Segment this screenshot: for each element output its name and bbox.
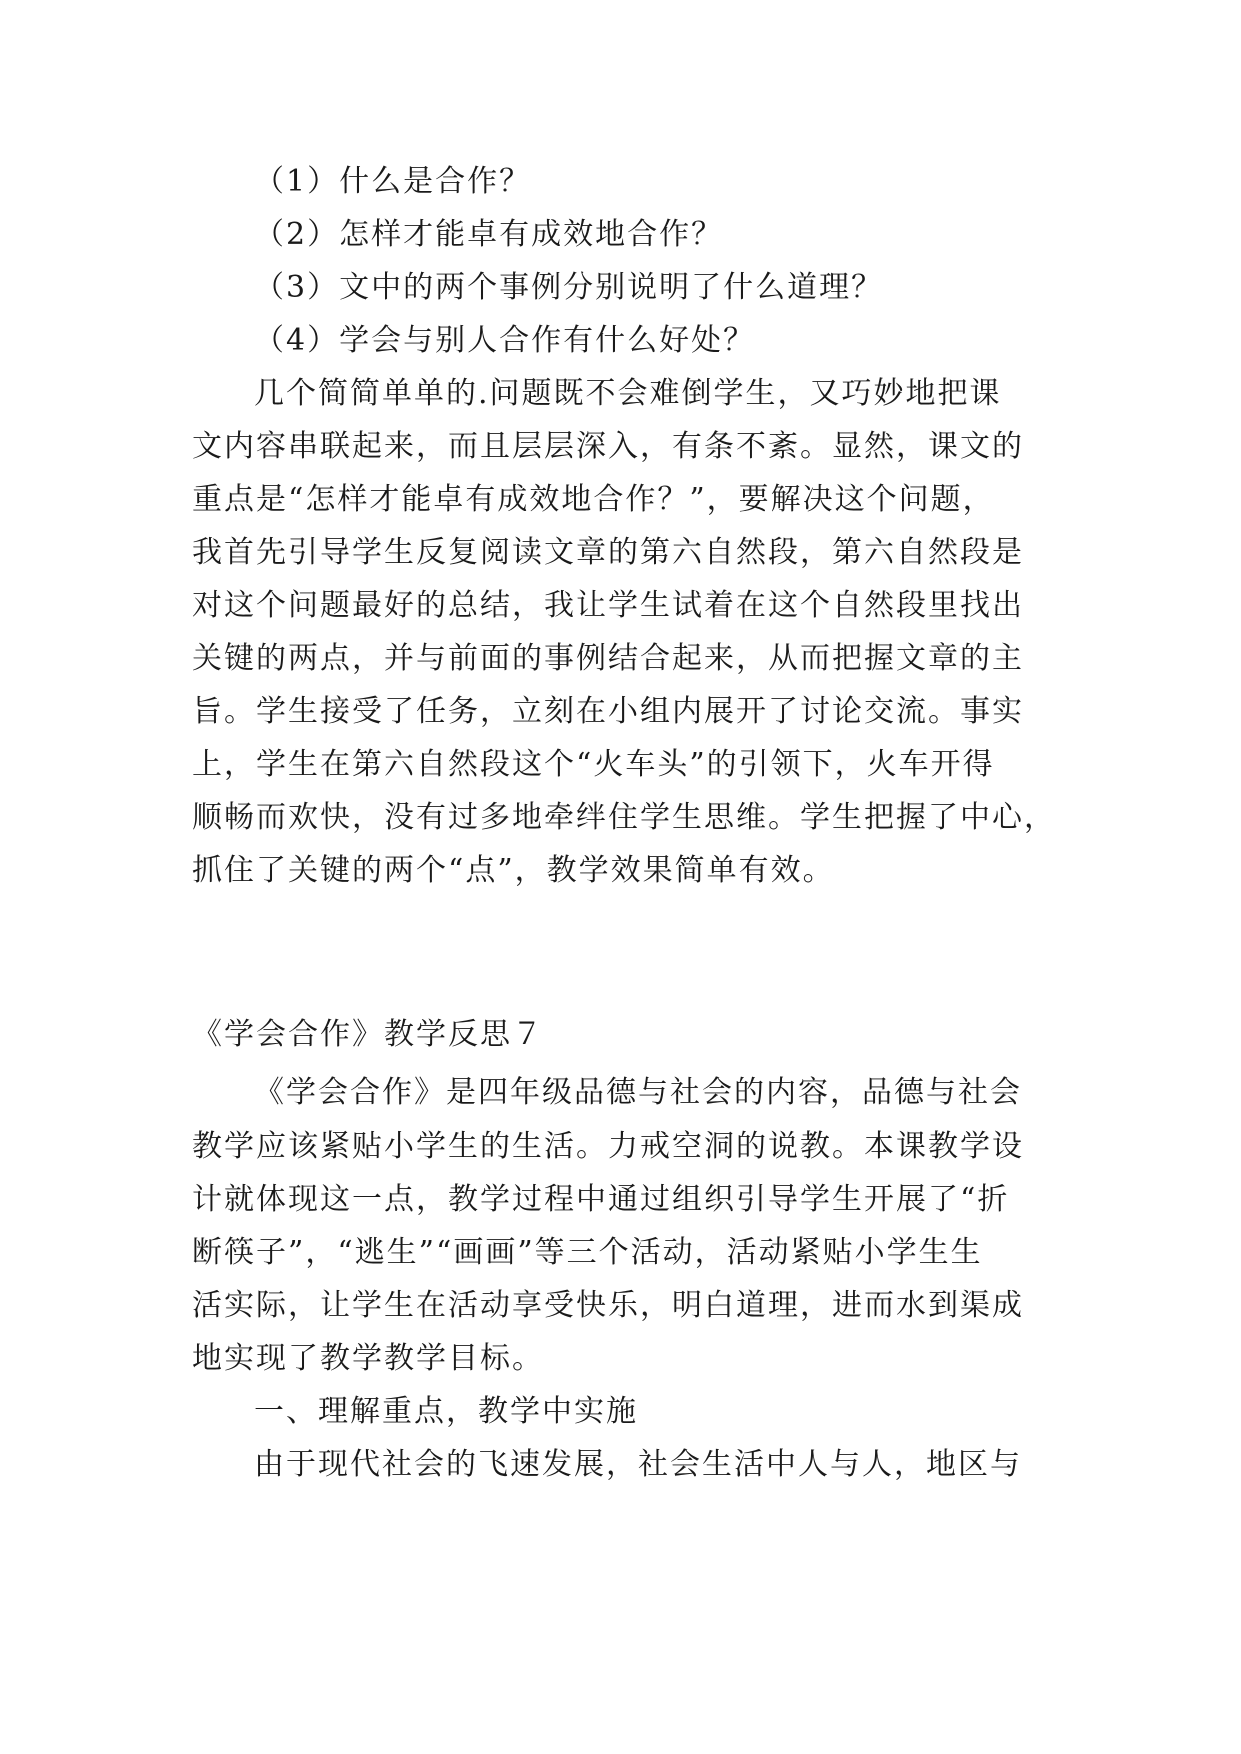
paragraph1-line: 顺畅而欢快，没有过多地牵绊住学生思维。学生把握了中心， bbox=[192, 800, 1056, 835]
paragraph3-line: 由于现代社会的飞速发展，社会生活中人与人，地区与 bbox=[254, 1447, 1022, 1482]
paragraph1-line: 旨。学生接受了任务，立刻在小组内展开了讨论交流。事实 bbox=[192, 694, 1024, 729]
paragraph2-line: 教学应该紧贴小学生的生活。力戒空洞的说教。本课教学设 bbox=[192, 1129, 1024, 1164]
paragraph1-line: 上，学生在第六自然段这个“火车头”的引领下，火车开得 bbox=[192, 747, 995, 782]
paragraph2-line: 《学会合作》是四年级品德与社会的内容，品德与社会 bbox=[254, 1075, 1022, 1110]
question-2: （2）怎样才能卓有成效地合作？ bbox=[254, 217, 724, 252]
paragraph2-line: 断筷子”，“逃生”“画画”等三个活动，活动紧贴小学生生 bbox=[192, 1235, 983, 1270]
heading-1: 一、理解重点，教学中实施 bbox=[254, 1394, 638, 1429]
paragraph1-line: 文内容串联起来，而且层层深入，有条不紊。显然，课文的 bbox=[192, 429, 1024, 464]
paragraph1-line: 关键的两点，并与前面的事例结合起来，从而把握文章的主 bbox=[192, 641, 1024, 676]
question-3: （3）文中的两个事例分别说明了什么道理？ bbox=[254, 270, 884, 305]
paragraph1-line: 几个简简单单的.问题既不会难倒学生，又巧妙地把课 bbox=[254, 376, 1002, 411]
paragraph1-line: 我首先引导学生反复阅读文章的第六自然段，第六自然段是 bbox=[192, 535, 1024, 570]
question-4: （4）学会与别人合作有什么好处？ bbox=[254, 323, 756, 358]
paragraph2-line: 计就体现这一点，教学过程中通过组织引导学生开展了“折 bbox=[192, 1182, 1010, 1217]
paragraph1-line: 抓住了关键的两个“点”，教学效果简单有效。 bbox=[192, 853, 835, 888]
paragraph2-line: 活实际，让学生在活动享受快乐，明白道理，进而水到渠成 bbox=[192, 1288, 1024, 1323]
paragraph1-line: 重点是“怎样才能卓有成效地合作？”，要解决这个问题， bbox=[192, 482, 995, 517]
question-1: （1）什么是合作？ bbox=[254, 164, 532, 199]
paragraph2-line: 地实现了教学教学目标。 bbox=[192, 1341, 544, 1376]
paragraph1-line: 对这个问题最好的总结，我让学生试着在这个自然段里找出 bbox=[192, 588, 1024, 623]
section-title: 《学会合作》教学反思７ bbox=[192, 1017, 544, 1052]
